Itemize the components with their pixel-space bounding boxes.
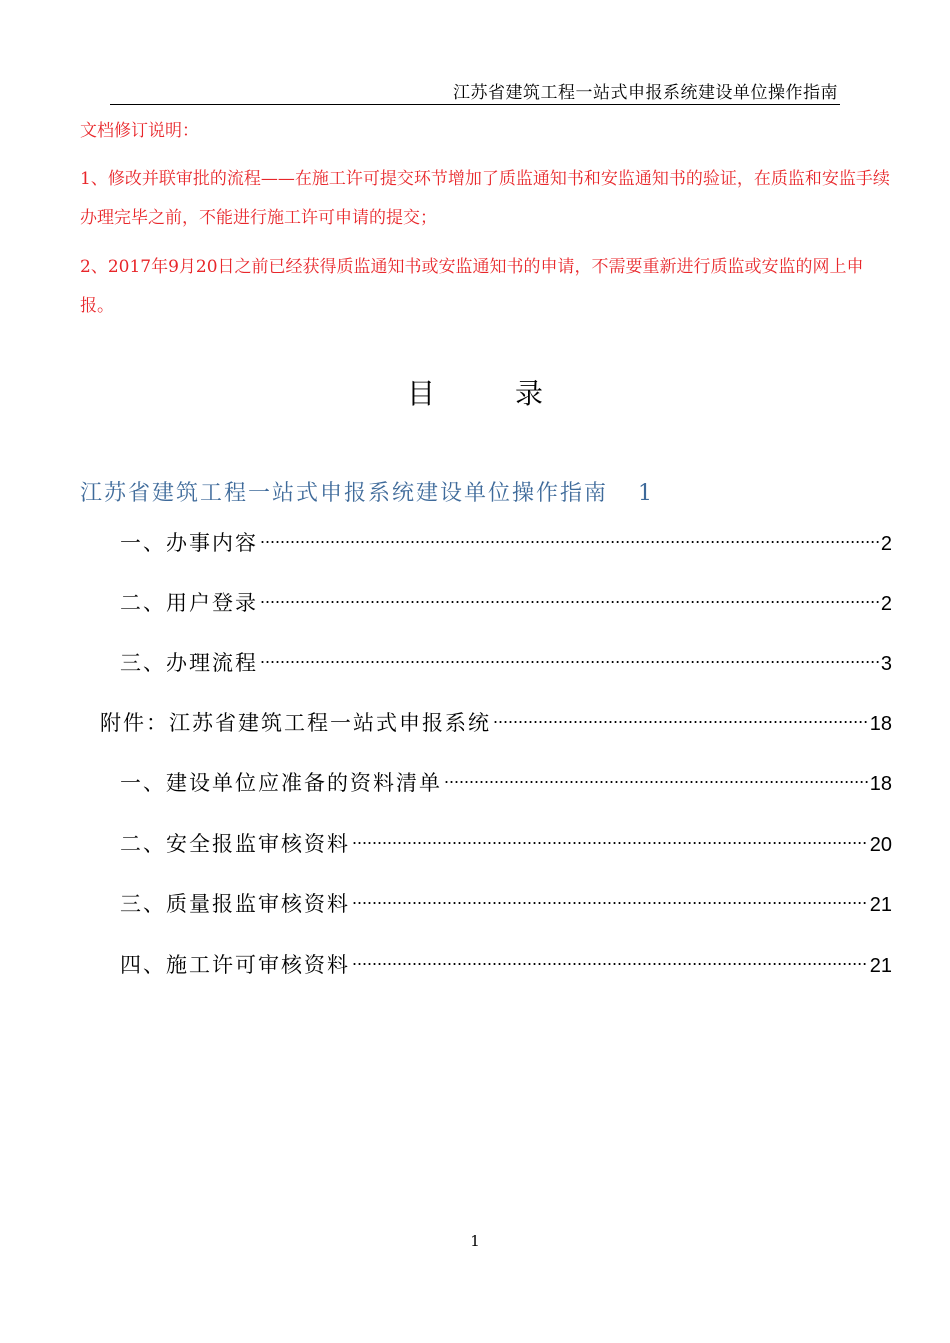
toc-leader-dots bbox=[493, 708, 868, 730]
revision-item: 1、修改并联审批的流程——在施工许可提交环节增加了质监通知书和安监通知书的验证，在质监和安监手续办理完毕之前，不能进行施工许可申请的提交； bbox=[80, 169, 890, 228]
toc-entry-label: 附件：江苏省建筑工程一站式申报系统 bbox=[100, 711, 491, 735]
toc-entry-page: 20 bbox=[869, 834, 892, 856]
toc-entry-page: 21 bbox=[869, 955, 892, 977]
toc-leader-dots bbox=[260, 648, 879, 670]
page-number: 1 bbox=[470, 1232, 480, 1250]
toc-entry-label: 二、用户登录 bbox=[120, 591, 258, 615]
toc-heading-label: 江苏省建筑工程一站式申报系统建设单位操作指南 bbox=[80, 481, 609, 506]
toc-entry[interactable] bbox=[120, 888, 892, 918]
toc-leader-dots bbox=[260, 528, 879, 550]
toc-entry-page: 2 bbox=[880, 533, 892, 555]
toc-title-right: 录 bbox=[515, 377, 544, 410]
toc-leader-dots bbox=[352, 829, 868, 851]
toc-entry-page: 3 bbox=[880, 653, 892, 675]
toc-leader-dots bbox=[352, 950, 868, 972]
toc-leader-dots bbox=[444, 768, 868, 790]
toc-entry[interactable] bbox=[120, 647, 892, 677]
toc-entry-page: 18 bbox=[869, 713, 892, 735]
toc-entry-page: 2 bbox=[880, 593, 892, 615]
toc-entry[interactable] bbox=[120, 949, 892, 979]
toc-leader-dots bbox=[260, 588, 879, 610]
toc-entry-label: 一、办事内容 bbox=[120, 531, 258, 555]
toc-title bbox=[0, 372, 950, 412]
revision-heading: 文档修订说明： bbox=[80, 121, 199, 141]
toc-heading-link[interactable] bbox=[80, 476, 654, 507]
toc-entry-label: 三、办理流程 bbox=[120, 651, 258, 675]
toc-heading-page: 1 bbox=[638, 481, 655, 506]
header-divider bbox=[110, 104, 840, 105]
toc-entry-label: 一、建设单位应准备的资料清单 bbox=[120, 771, 442, 795]
header-title: 江苏省建筑工程一站式申报系统建设单位操作指南 bbox=[453, 83, 838, 103]
revision-item: 2、2017年9月20日之前已经获得质监通知书或安监通知书的申请，不需要重新进行质监或安监的网上申报。 bbox=[80, 257, 864, 316]
toc-entry-label: 四、施工许可审核资料 bbox=[120, 953, 350, 977]
toc-entry-label: 二、安全报监审核资料 bbox=[120, 832, 350, 856]
toc-entry[interactable] bbox=[120, 587, 892, 617]
toc-entry[interactable] bbox=[120, 527, 892, 557]
toc-entry[interactable] bbox=[120, 767, 892, 797]
toc-entry-page: 21 bbox=[869, 894, 892, 916]
toc-title-left: 目 bbox=[406, 377, 435, 410]
toc-entry-label: 三、质量报监审核资料 bbox=[120, 892, 350, 916]
toc-entry-page: 18 bbox=[869, 773, 892, 795]
toc-entry[interactable] bbox=[120, 828, 892, 858]
toc-leader-dots bbox=[352, 889, 868, 911]
toc-entry[interactable] bbox=[100, 707, 892, 737]
